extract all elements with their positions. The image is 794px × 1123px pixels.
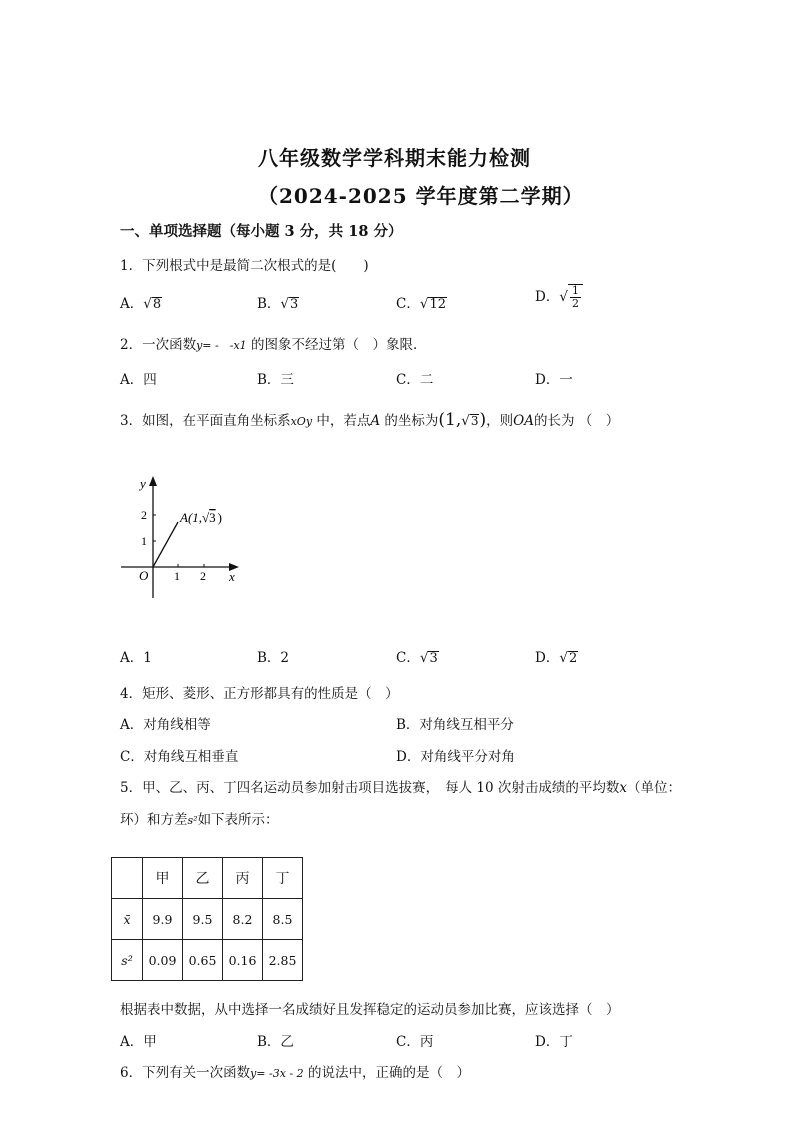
question-5-stem-line2 (120, 808, 279, 828)
q3-coord-radicand: 3 (470, 414, 479, 428)
table-cell: 9.5 (183, 899, 223, 940)
q4-option-c[interactable]: C．对角线互相垂直 (120, 749, 239, 765)
y-axis-label: y (140, 476, 146, 491)
q3-text: 中，若点 (312, 413, 371, 429)
table-cell: 8.2 (223, 899, 263, 940)
radicand: 12 (429, 297, 446, 312)
q5-variance-symbol: s² (187, 814, 198, 827)
question-3-stem: 3．如图，在平面直角坐标系xOy 中，若点A 的坐标为(1,√3)，则OA的长为 （ ） (120, 410, 620, 430)
q3-var: xOy (290, 415, 313, 428)
option-label: C． (396, 650, 420, 666)
q3-option-b[interactable]: B．2 (257, 650, 290, 666)
y-tick-label-2: 2 (141, 508, 147, 522)
y-axis-arrow (149, 476, 157, 486)
x-tick-label-2: 2 (200, 569, 206, 583)
q4-option-b[interactable]: B．对角线互相平分 (396, 717, 514, 733)
question-4-stem: 4．矩形、菱形、正方形都具有的性质是（ ） (120, 686, 399, 702)
table-header-cell: 甲 (143, 858, 183, 899)
section-heading: 一、单项选择题（每小题 3 分，共 18 分） (120, 223, 403, 240)
q1-option-a[interactable]: A．√8 (120, 296, 162, 312)
point-a-label (179, 510, 222, 525)
q5-mean-symbol: x (619, 780, 627, 796)
radicand: 3 (290, 297, 299, 312)
q5-option-c[interactable]: C．丙 (396, 1034, 434, 1050)
q5-option-d[interactable]: D．丁 (535, 1034, 573, 1050)
table-header-cell: 丙 (223, 858, 263, 899)
results-table (111, 857, 303, 981)
table-row (112, 899, 303, 940)
q4-option-d[interactable]: D．对角线平分对角 (396, 749, 515, 765)
q3-text: ，则 (486, 413, 514, 429)
q3-option-c[interactable]: C．√3 (396, 650, 438, 666)
question-1-stem: 1．下列根式中是最简二次根式的是( ) (120, 258, 369, 274)
table-header-cell: 丁 (263, 858, 303, 899)
question-5-followup: 根据表中数据，从中选择一名成绩好且发挥稳定的运动员参加比赛，应该选择（ ） (120, 1002, 620, 1018)
q2-text-end: 的图象不经过第（ ）象限． (246, 337, 427, 353)
q3-var: A (370, 413, 381, 429)
x-axis-label: x (229, 569, 235, 584)
q4-option-a[interactable]: A．对角线相等 (120, 717, 211, 733)
q3-text: 的坐标为 (380, 413, 439, 429)
option-label: A． (120, 296, 144, 312)
q1-option-d[interactable]: D．√ $\frac{1}{2}$ (535, 284, 583, 310)
denominator: 2 (571, 297, 579, 311)
table-cell: 0.16 (223, 940, 263, 981)
table-header-row (112, 858, 303, 899)
q5-text: 环）和方差 (120, 812, 188, 828)
question-2-stem (120, 333, 426, 353)
numerator: 1 (571, 284, 579, 297)
table-header-cell: 乙 (183, 858, 223, 899)
y-tick-label-1: 1 (141, 534, 147, 548)
q2-text: 2．一次函数 (120, 337, 197, 353)
page-subtitle: （2024-2025 学年度第二学期） (258, 184, 584, 208)
coordinate-figure (115, 470, 255, 605)
segment-oa (153, 522, 178, 567)
q2-option-c[interactable]: C．二 (396, 372, 434, 388)
row-label: s² (112, 940, 143, 981)
q2-formula: y= - -x1 (196, 339, 247, 352)
q3-coord: (1, (438, 410, 462, 430)
page-title: 八年级数学学科期末能力检测 (258, 146, 531, 170)
row-label: x̄ (112, 899, 143, 940)
q3-text-end: 的长为 （ ） (533, 413, 620, 429)
table-row (112, 940, 303, 981)
q5-text: 5．甲、乙、丙、丁四名运动员参加射击项目选拔赛， (120, 780, 440, 796)
option-label: D． (535, 650, 560, 666)
table-cell: 2.85 (263, 940, 303, 981)
origin-label: O (139, 568, 149, 583)
q2-option-a[interactable]: A．四 (120, 372, 157, 388)
sqrt-sign: √ (202, 510, 210, 525)
option-label: D． (535, 289, 560, 306)
q2-option-d[interactable]: D．一 (535, 372, 573, 388)
q1-option-c[interactable]: C．√12 (396, 296, 446, 312)
q1-option-b[interactable]: B．√3 (257, 296, 299, 312)
q5-text: 如下表所示： (197, 812, 279, 828)
q5-option-a[interactable]: A．甲 (120, 1034, 157, 1050)
q3-coord: ) (479, 410, 487, 430)
q3-text: 3．如图，在平面直角坐标系 (120, 413, 291, 429)
q6-text-end: 的说法中，正确的是（ ） (303, 1065, 470, 1081)
point-a-text: A(1, (180, 510, 203, 525)
q2-option-b[interactable]: B．三 (257, 372, 294, 388)
table-cell: 8.5 (263, 899, 303, 940)
q6-formula: y= -3x - 2 (250, 1067, 304, 1080)
q5-text: （单位： (626, 780, 681, 796)
x-tick-label-1: 1 (174, 569, 180, 583)
radicand: 2 (568, 651, 578, 666)
option-label: C． (396, 296, 420, 312)
q3-var: OA (513, 413, 534, 429)
radicand: 3 (429, 651, 438, 666)
question-6-stem (120, 1061, 470, 1081)
option-label: B． (257, 296, 281, 312)
q5-option-b[interactable]: B．乙 (257, 1034, 294, 1050)
table-cell (112, 858, 143, 899)
question-5-stem-line1 (120, 776, 681, 796)
radicand-fraction (568, 284, 583, 310)
table-cell: 0.65 (183, 940, 223, 981)
table-cell: 0.09 (143, 940, 183, 981)
q5-text: 每人 10 次射击成绩的平均数 (445, 780, 620, 796)
table-cell: 9.9 (143, 899, 183, 940)
q3-option-a[interactable]: A．1 (120, 650, 152, 666)
q3-option-d[interactable]: D．√2 (535, 650, 578, 666)
point-a-radicand: 3 (209, 510, 216, 525)
q6-text: 6．下列有关一次函数 (120, 1065, 251, 1081)
radicand: 8 (152, 297, 162, 312)
point-a-close: ) (217, 510, 223, 525)
